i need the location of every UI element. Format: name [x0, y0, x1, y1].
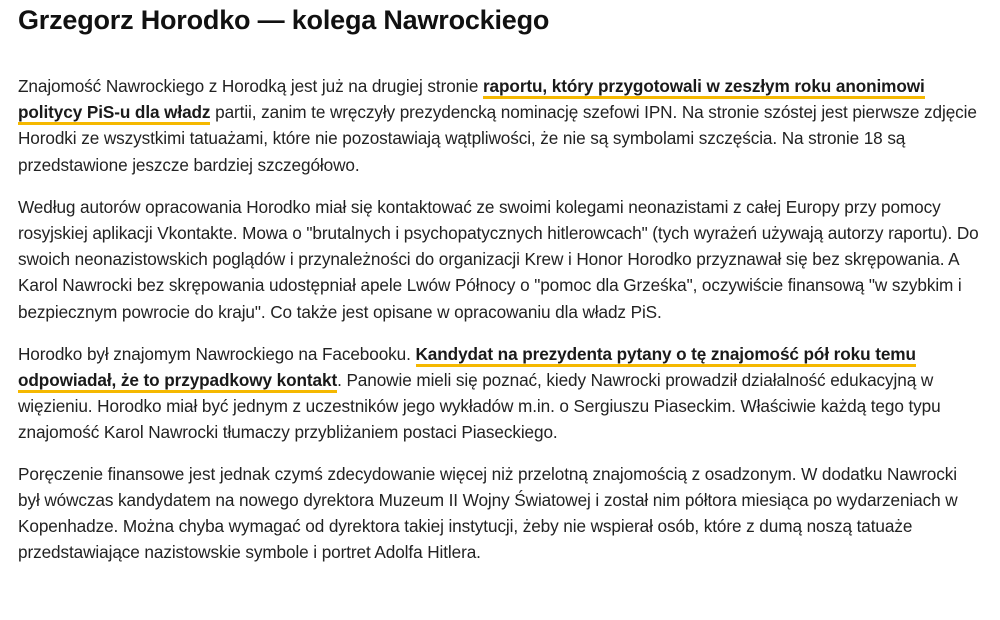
paragraph-1-text-after: partii, zanim te wręczyły prezydencką nominację szefowi IPN. Na stronie szóstej jest pierwsze zdjęcie Horodki ze wszystkimi tatuażami, które nie pozostawiają wątpliwości, że nie są symbolami szczęścia. Na stronie 18 są przedstawione jeszcze bardziej szczegółowo. [18, 102, 977, 175]
paragraph-3 [18, 341, 983, 446]
paragraph-4: Poręczenie finansowe jest jednak czymś zdecydowanie więcej niż przelotną znajomością z osadzonym. W dodatku Nawrocki był wówczas kandydatem na nowego dyrektora Muzeum II Wojny Światowej i został nim półtora miesiąca po wydarzeniach w Kopenhadze. Można chyba wymagać od dyrektora takiej instytucji, żeby nie wspierał osób, które z dumą noszą tatuaże przedstawiające nazistowskie symbole i portret Adolfa Hitlera. [18, 463, 958, 563]
paragraph-3-text-after: . Panowie mieli się poznać, kiedy Nawrocki prowadził działalność edukacyjną w więzieniu. Horodko miał być jednym z uczestników jego wykładów m.in. o Sergiuszu Piaseckim. Właściwie każdą tego typu znajomość Karol Nawrocki tłumaczy przybliżaniem postaci Piaseckiego. [18, 370, 941, 443]
report-link[interactable]: raportu, który przygotowali w zeszłym roku anonimowi politycy PiS-u dla władz [18, 76, 925, 125]
candidate-interview-link[interactable]: Kandydat na prezydenta pytany o tę znajomość pół roku temu odpowiadał, że to przypadkowy kontakt [18, 344, 916, 393]
article-body [18, 0, 983, 565]
section-heading: Grzegorz Horodko — kolega Nawrockiego [18, 5, 550, 35]
paragraph-1-text-before: Znajomość Nawrockiego z Horodką jest już na drugiej stronie [18, 76, 483, 96]
paragraph-1 [18, 73, 983, 178]
paragraph-3-text-before: Horodko był znajomym Nawrockiego na Facebooku. [18, 343, 416, 364]
paragraph-2: Według autorów opracowania Horodko miał się kontaktować ze swoimi kolegami neonazistami z całej Europy przy pomocy rosyjskiej aplikacji Vkontakte. Mowa o "brutalnych i psychopatycznych hitlerowcach" (tych wyrażeń używają autorzy raportu). Do swoich neonazistowskich poglądów i przynależności do organizacji Krew i Honor Horodko przyznawał się bez skrępowania. A Karol Nawrocki bez skrępowania udostępniał apele Lwów Północy o "pomoc dla Grześka", oczywiście finansową "w szybkim i bezpiecznym powrocie do kraju". Co także jest opisane w opracowaniu dla władz PiS. [18, 196, 979, 322]
